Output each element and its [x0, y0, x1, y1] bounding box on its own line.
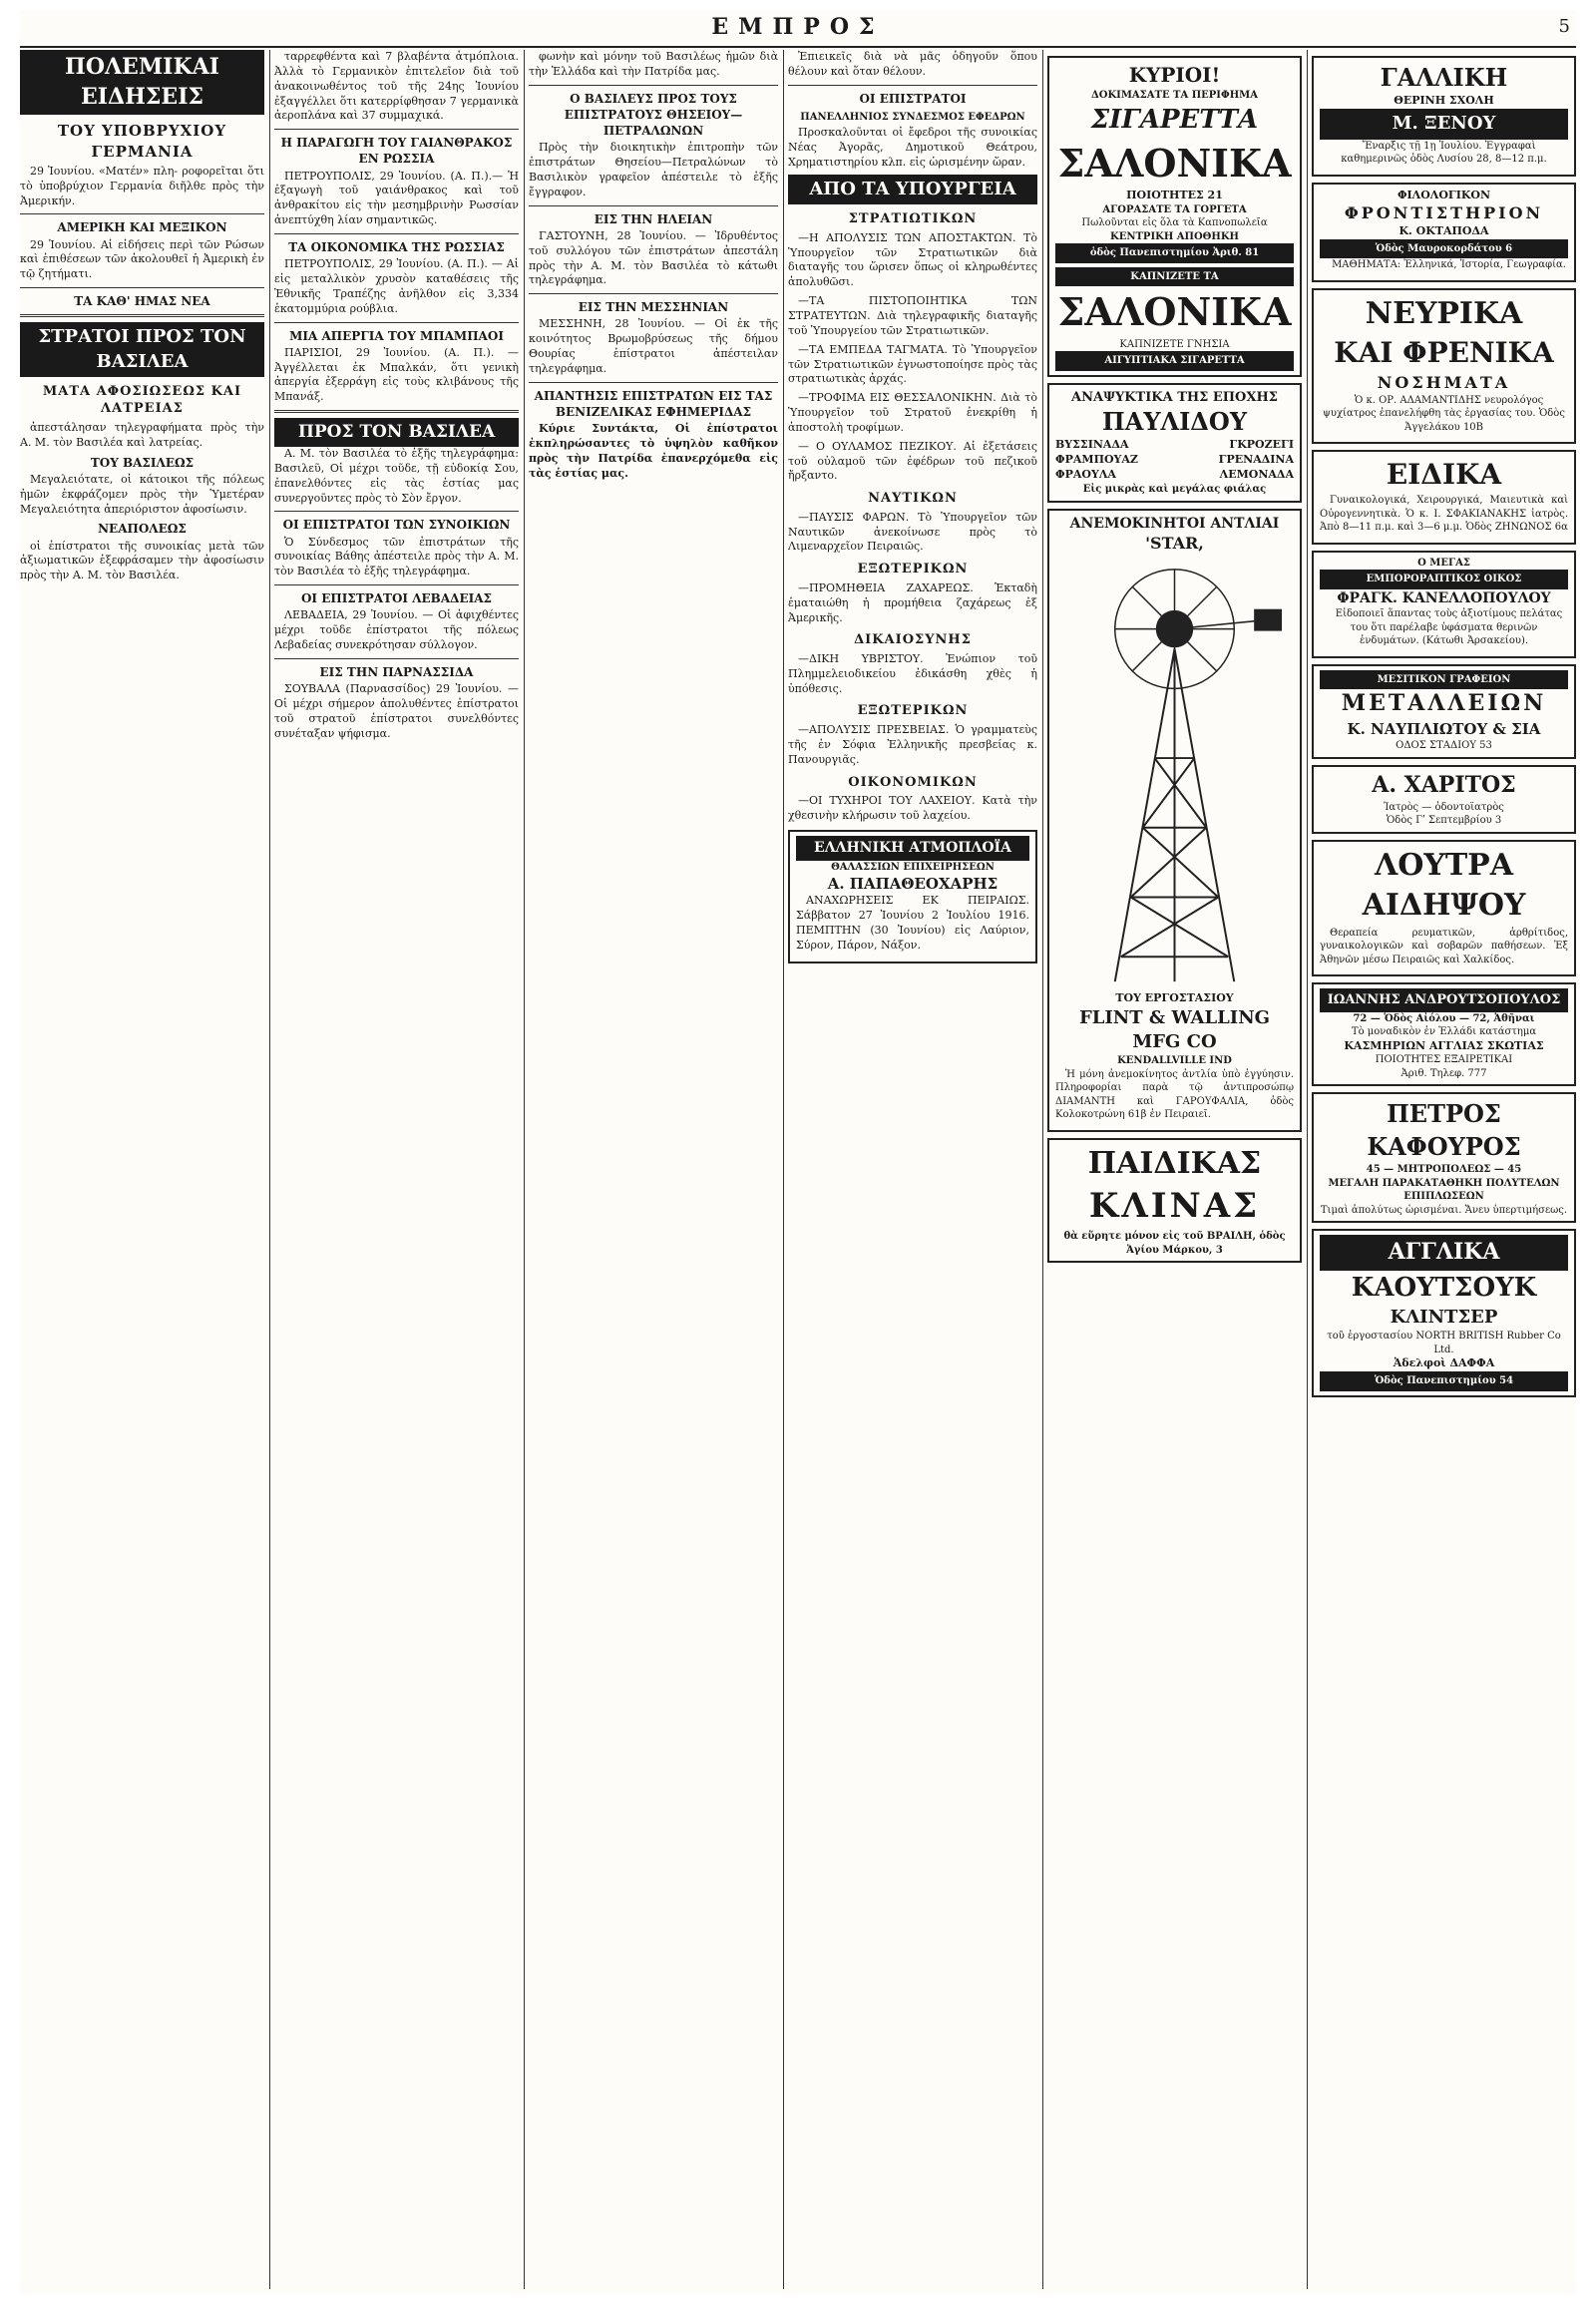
drink-item: ΓΚΡΟΖΕΓΙ: [1229, 438, 1294, 452]
ad-line: Ἀδελφοὶ ΔΑΦΦΑ: [1393, 1356, 1495, 1370]
ad-line: ΑΝΑΨΥΚΤΙΚΑ ΤΗΣ ΕΠΟΧΗΣ: [1071, 389, 1278, 405]
ad-brand: ΝΕΥΡΙΚΑ: [1365, 295, 1523, 331]
mining-office-ad: [1312, 664, 1576, 759]
ad-brand: ΣΑΛΟΝΙΚΑ: [1057, 289, 1292, 335]
article-text: — Ο ΟΥΛΑΜΟΣ ΠΕΖΙΚΟΥ. Αἱ ἐξετάσεις τοῦ οὐλαμοῦ τῶν ἐφέδρων τοῦ πεζικοῦ ἤρξαντο.: [788, 439, 1037, 483]
subheading: ΕΙΣ ΤΗΝ ΠΑΡΝΑΣΣΙΔΑ: [319, 664, 474, 679]
article-text: ΜΕΣΣΗΝΗ, 28 Ἰουνίου. — Οἱ ἐκ τῆς κοινότητος Βρωμοβρύσεως τῆς δήμου Θουρίας ἐπίστρατοι ἀπέστειλαν τηλεγράφημα.: [529, 317, 778, 375]
column-rule: [783, 50, 784, 2289]
article-text: Ὁ Σύνδεσμος τῶν ἐπιστράτων τῆς συνοικίας Βάθης ἀπέστειλε πρὸς τὴν Α. Μ. τὸν Βασιλέα τὸ ἑξῆς τηλεγράφημα.: [274, 535, 519, 578]
ad-line: ΚΥΡΙΟΙ!: [1128, 63, 1221, 87]
column-4: [788, 50, 1037, 2289]
headline-to-king: ΠΡΟΣ ΤΟΝ ΒΑΣΙΛΕΑ: [274, 418, 519, 447]
ad-brand: ΕΙΔΙΚΑ: [1386, 458, 1502, 492]
section-foreign: ΕΞΩΤΕΡΙΚΩΝ: [857, 562, 969, 577]
french-school-ad: [1312, 56, 1576, 177]
article-text: —ΤΑ ΕΜΠΕΔΑ ΤΑΓΜΑΤΑ. Τὸ Ὑπουργεῖον τῶν Στρατιωτικῶν ἐγνωστοποίησε πρὸς τὰς στρατιωτικὰς ἀρχάς.: [788, 342, 1037, 386]
ad-line: ΜΕΣΙΤΙΚΟΝ ΓΡΑΦΕΙΟΝ: [1320, 670, 1568, 690]
ad-line: ΣΙΓΑΡΕΤΤΑ: [1090, 104, 1259, 135]
ad-line: ΚΕΝΤΡΙΚΗ ΑΠΟΘΗΚΗ: [1110, 230, 1239, 242]
neurology-ad: [1312, 288, 1576, 444]
ad-text: Εἰδοποιεῖ ἅπαντας τοὺς ἀξιοτίμους πελάτας του ὅτι παρέλαβε ὑφάσματα θερινῶν ἐνδυμάτων. (Κάτωθι Ἀρσακείου).: [1335, 608, 1563, 647]
ad-name: Α. ΠΑΠΑΘΕΟΧΑΡΗΣ: [827, 875, 998, 894]
ad-brand: ΓΑΛΛΙΚΗ: [1380, 63, 1508, 92]
article-text: 29 Ἰουνίου. Αἱ εἰδήσεις περὶ τῶν Ρώσων καὶ ἐπιθέσεων τῶν ἀκολουθεῖ ἡ Ἀμερικὴ ἐν τῷ ζητήματι.: [20, 237, 264, 281]
ad-text: Γυναικολογικά, Χειρουργικά, Μαιευτικὰ καὶ Οὐρογεννητικὰ. Ὁ κ. Ι. ΣΦΑΚΙΑΝΑΚΗΣ ἰατρὸς. Ἀπὸ 8—11 π.μ. καὶ 3—6 μ.μ. Ὁδὸς ΖΗΝΩΝΟΣ 6α: [1320, 495, 1568, 533]
headline-coal-russia: Η ΠΑΡΑΓΩΓΗ ΤΟΥ ΓΑΙΑΝΘΡΑΚΟΣ ΕΝ ΡΩΣΣΙΑ: [280, 136, 513, 167]
headline-response: ΑΠΑΝΤΗΣΙΣ ΕΠΙΣΤΡΑΤΩΝ ΕΙΣ ΤΑΣ ΒΕΝΙΖΕΛΙΚΑΣ ΕΦΗΜΕΡΙΔΑΣ: [534, 388, 773, 419]
ad-line: 'STAR,: [1145, 534, 1204, 554]
ad-brand: ΙΩΑΝΝΗΣ ΑΝΔΡΟΥΤΣΟΠΟΥΛΟΣ: [1320, 988, 1568, 1012]
ad-line: ΟΔΟΣ ΣΤΑΔΙΟΥ 53: [1396, 740, 1492, 752]
subheading: ΝΕΑΠΟΛΕΩΣ: [98, 522, 187, 537]
ad-line: Πωλοῦνται εἰς ὅλα τὰ Καπνοπωλεῖα: [1081, 217, 1268, 229]
ad-text: ΑΝΑΧΩΡΗΣΕΙΣ ΕΚ ΠΕΙΡΑΙΩΣ. Σάββατον 27 Ἰουνίου 2 Ἰουλίου 1916. ΠΕΜΠΤΗΝ (30 Ἰουνίου) εἰς Λαύριον, Σύρον, Πάρον, Νάξον.: [796, 894, 1029, 952]
ad-brand: ΠΑΥΛΙΔΟΥ: [1102, 407, 1247, 437]
ad-line: θὰ εὕρητε μόνον εἰς τοῦ ΒΡΑΙΛΗ, ὁδὸς Ἁγίου Μάρκου, 3: [1063, 1231, 1286, 1256]
headline-submarine: ΤΟΥ ΥΠΟΒΡΥΧΙΟΥ ΓΕΡΜΑΝΙΑ: [57, 122, 227, 161]
ad-brand: ΑΓΓΛΙΚΑ: [1320, 1235, 1568, 1271]
article-text: Κύριε Συντάκτα, Οἱ ἐπίστρατοι ἐκπληρώσαντες τὸ ὑψηλὸν καθῆκον πρὸς τὴν Πατρίδα ἐπανερχόμεθα εἰς τὰς ἑστίας μας.: [529, 422, 778, 480]
tailor-ad: [1312, 551, 1576, 658]
article-text: ΠΕΤΡΟΥΠΟΛΙΣ, 29 Ἰουνίου. (Α. Π.).— Ἡ ἐξαγωγὴ τοῦ γαιάνθρακος καὶ τοῦ ἀνθρακίτου εἰς τὴν μεσημβρινὴν Ρωσσίαν ἀνεπτύχθη λίαν σημαντικῶς.: [274, 169, 519, 227]
column-2: [274, 50, 519, 2289]
medical-ad: [1312, 450, 1576, 544]
ad-brand: Α. ΧΑΡΙΤΟΣ: [1372, 771, 1516, 798]
section-military: ΣΤΡΑΤΙΩΤΙΚΩΝ: [848, 211, 978, 227]
cigarette-ad: [1047, 56, 1302, 377]
article-text: ΣΟΥΒΑΛΑ (Παρνασσίδος) 29 Ἰουνίου. — Οἱ μέχρι σήμερον ἀπολυθέντες ἐπίστρατοι τοῦ στρατοῦ ἐπίστρατοι συνελθόντες συνέταξαν ψήφισμα.: [274, 682, 519, 740]
ad-line: ΑΙΓΥΠΤΙΑΚΑ ΣΙΓΑΡΕΤΤΑ: [1055, 351, 1294, 371]
article-text: ΠΕΤΡΟΥΠΟΛΙΣ, 29 Ἰουνίου. (Α. Π.). — Αἱ εἰς μεταλλικὸν χρυσὸν καταθέσεις τῆς Ἐθνικῆς Τραπέζης ἀνῆλθον εἰς 3,334 ἑκατομμύρια ρούβλια.: [274, 257, 519, 315]
ad-brand: ΚΛΙΝΑΣ: [1088, 1186, 1261, 1227]
ad-line: Τὸ μοναδικὸν ἐν Ἑλλάδι κατάστημα: [1351, 1026, 1537, 1038]
ad-title: ΕΛΛΗΝΙΚΗ ΑΤΜΟΠΛΟΪΑ: [796, 836, 1029, 861]
article-text: Πρὸς τὴν διοικητικὴν ἐπιτροπὴν τῶν ἐπιστράτων Θησείου—Πετραλώνων τὸ Βασιλικὸν γραφεῖον ἀπέστειλε τὸ ἑξῆς ἔγγραφον.: [529, 141, 778, 198]
newspaper-page: [20, 10, 1576, 2294]
article-text: φωνὴν καὶ μόνην τοῦ Βασιλέως ἡμῶν διὰ τὴν Ἑλλάδα καὶ τὴν Πατρίδα μας.: [529, 50, 778, 78]
dentist-ad: [1312, 765, 1576, 834]
ad-line: ΠΟΙΟΤΗΤΕΣ 21: [1126, 188, 1223, 201]
article-text: 29 Ἰουνίου. «Ματέν» πλη- ροφορεῖται ὅτι τὸ ὑποβρύχιον Γερμανία διῆλθε πρὸς τὴν Ἀμερικήν.: [20, 164, 264, 207]
article-text: —Η ΑΠΟΛΥΣΙΣ ΤΩΝ ΑΠΟΣΤΑΚΤΩΝ. Τὸ Ὑπουργεῖον τῶν Στρατιωτικῶν διὰ διαταγῆς του ὥρισεν ὅπως οἱ κληρωθέντες ἀπολυθῶσι.: [788, 230, 1037, 289]
ad-line: Ὁδὸς Μαυροκορδάτου 6: [1320, 239, 1568, 259]
column-rule: [269, 50, 270, 2289]
ad-brand: FLINT & WALLING MFG CO: [1078, 1006, 1271, 1053]
subheading: ΕΙΣ ΤΗΝ ΗΛΕΙΑΝ: [594, 211, 713, 226]
ad-line: ΚΑΣΜΗΡΙΩΝ ΑΓΓΛΙΑΣ ΣΚΩΤΙΑΣ: [1344, 1038, 1544, 1052]
ad-brand: ΦΡΟΝΤΙΣΤΗΡΙΟΝ: [1344, 203, 1544, 223]
ad-line: ΠΑΙΔΙΚΑΣ: [1087, 1145, 1262, 1181]
article-text: —ΟΙ ΤΥΧΗΡΟΙ ΤΟΥ ΛΑΧΕΙΟΥ. Κατὰ τὴν χθεσινὴν κλήρωσιν τοῦ λαχείου.: [788, 794, 1037, 822]
drink-item: ΒΥΣΣΙΝΑΔΑ: [1055, 438, 1129, 452]
article-text: —ΠΑΥΣΙΣ ΦΑΡΩΝ. Τὸ Ὑπουργεῖον τῶν Ναυτικῶν ἀνεκοίνωσε πρὸς τὸ Λιμεναρχεῖον Πειραιῶς.: [788, 510, 1037, 554]
ad-line: Τιμαὶ ἀπολύτως ὡρισμέναι. Ἄνευ ὑπερτιμήσεως.: [1320, 1204, 1568, 1216]
column-rule: [1042, 50, 1043, 2289]
windpump-ad: [1047, 509, 1302, 1132]
ad-line: ΦΙΛΟΛΟΓΙΚΟΝ: [1396, 188, 1491, 201]
ad-line: ΔΟΚΙΜΑΣΑΤΕ ΤΑ ΠΕΡΙΦΗΜΑ: [1091, 90, 1258, 101]
headline-war-news: ΠΟΛΕΜΙΚΑΙ ΕΙΔΗΣΕΙΣ: [20, 50, 264, 115]
ad-line: 45 — ΜΗΤΡΟΠΟΛΕΩΣ — 45: [1366, 1164, 1522, 1176]
article-text: Μεγαλειότατε, οἱ κάτοικοι τῆς πόλεως ἡμῶν ἐκφράζομεν πρὸς τὴν Ὑμετέραν Μεγαλειότητα ἀπεριόριστον ἀφοσίωσιν.: [20, 472, 264, 516]
ad-line: τοῦ ἐργοστασίου NORTH BRITISH Rubber Co Ltd.: [1327, 1331, 1561, 1355]
article-text: Α. Μ. τὸν Βασιλέα τὸ ἑξῆς τηλεγράφημα: Βασιλεῦ, Οἱ μέχρι τοῦδε, τῇ εὐδοκίᾳ Σου, ἐπανελθόντες εἰς τὰς ἑστίας μας συνεργοῦντες πρὸς τὸ Σὸν ἔργον.: [274, 447, 519, 505]
ad-line: KENDALLVILLE IND: [1117, 1055, 1232, 1067]
article-text: ἀπεστάλησαν τηλεγραφήματα πρὸς τὴν Α. Μ. τὸν Βασιλέα καὶ λατρείας.: [20, 421, 264, 449]
drink-item: ΦΡΑΟΥΛΑ: [1055, 468, 1116, 482]
article-text: —ΠΡΟΜΗΘΕΙΑ ΖΑΧΑΡΕΩΣ. Ἑκταδὴ ἐματαιώθη ἡ προμήθεια ζαχάρεως ἐξ Ἀμερικῆς.: [788, 580, 1037, 624]
ad-text: Ὁ κ. ΟΡ. ΑΔΑΜΑΝΤΙΔΗΣ νευρολόγος ψυχίατρος ἐπανελήφθη τὰς ἐργασίας του. Ὁδὸς Ἀγγελάκου 10Β: [1323, 394, 1565, 433]
ad-subtitle: ΘΑΛΑΣΣΙΩΝ ΕΠΙΧΕΙΡΗΣΕΩΝ: [831, 861, 995, 873]
ad-line: Ἀριθ. Τηλεφ. 777: [1400, 1067, 1487, 1079]
beds-ad: [1047, 1138, 1302, 1263]
subheading: ΤΟΥ ΒΑΣΙΛΕΩΣ: [90, 455, 195, 470]
ad-line: ΘΕΡΙΝΗ ΣΧΟΛΗ: [1394, 94, 1494, 108]
ad-brand: ΠΕΤΡΟΣ ΚΑΦΟΥΡΟΣ: [1367, 1099, 1521, 1161]
ad-line: Κ. ΟΚΤΑΠΟΔΑ: [1398, 223, 1489, 237]
ad-text: Ἡ μόνη ἀνεμοκίνητος ἀντλία ὑπὸ ἐγγύησιν. Πληροφορίαι παρὰ τῷ ἀντιπροσώπῳ ΔΙΑΜΑΝΤΗ καὶ ΓΑΡΟΥΦΑΛΙΑ, ὁδὸς Κολοκοτρώνη 61β ἐν Πειραιεῖ.: [1055, 1068, 1294, 1121]
ad-line: Ὁδὸς Γʹ Σεπτεμβρίου 3: [1386, 815, 1502, 827]
article-text: —ΑΠΟΛΥΣΙΣ ΠΡΕΣΒΕΙΑΣ. Ὁ γραμματεὺς τῆς ἐν Σόφια Ἑλληνικῆς πρεσβείας κ. Πανουργιᾶς.: [788, 723, 1037, 766]
headline-strike: ΜΙΑ ΑΠΕΡΓΙΑ ΤΟΥ ΜΠΑΜΠΑΟΙ: [289, 328, 504, 343]
headline-russia-finance: ΤΑ ΟΙΚΟΝΟΜΙΚΑ ΤΗΣ ΡΩΣΣΙΑΣ: [288, 239, 505, 254]
column-rule: [1307, 50, 1308, 2289]
windmill-illustration: [1055, 559, 1294, 987]
ad-text: Ἔναρξις τῇ 1ῃ Ἰουλίου. Ἐγγραφαὶ καθημερινῶς ὁδὸς Λυσίου 28, 8—12 π.μ.: [1341, 140, 1547, 166]
column-rule: [524, 50, 525, 2289]
headline-devotion: ΜΑΤΑ ΑΦΟΣΙΩΣΕΩΣ ΚΑΙ ΛΑΤΡΕΙΑΣ: [42, 383, 242, 417]
article-text: —ΔΙΚΗ ΥΒΡΙΣΤΟΥ. Ἐνώπιον τοῦ Πλημμελειοδικείου ἐδικάσθη χθὲς ἡ ὑπόθεσις.: [788, 651, 1037, 695]
ad-line: Ο ΜΕΓΑΣ: [1417, 557, 1470, 569]
ad-line: ΚΛΙΝΤΣΕΡ: [1390, 1306, 1498, 1328]
ad-text: ΜΑΘΗΜΑΤΑ: Ἑλληνικά, Ἱστορία, Γεωγραφία.: [1332, 259, 1566, 271]
shipping-ad: [788, 830, 1037, 963]
subheading: ΟΙ ΕΠΙΣΤΡΑΤΟΙ ΛΕΒΑΔΕΙΑΣ: [300, 591, 493, 606]
drink-item: ΦΡΑΜΠΟΥΑΖ: [1055, 453, 1138, 467]
section-justice: ΔΙΚΑΙΟΣΥΝΗΣ: [854, 632, 972, 648]
ad-line: Ὁδὸς Πανεπιστημίου 54: [1320, 1371, 1568, 1391]
ad-line: Ἰατρὸς — ὀδοντοϊατρὸς: [1384, 801, 1504, 813]
headline-reservists-king: ΣΤΡΑΤΟΙ ΠΡΟΣ ΤΟΝ ΒΑΣΙΛΕΑ: [20, 322, 264, 377]
ad-line: ΜΕΓΑΛΗ ΠΑΡΑΚΑΤΑΘΗΚΗ ΠΟΛΥΤΕΛΩΝ ΕΠΙΠΛΩΣΕΩΝ: [1328, 1177, 1560, 1203]
ad-brand: ΣΑΛΟΝΙΚΑ: [1057, 140, 1292, 186]
column-1: [20, 50, 264, 2289]
newspaper-title: ΕΜΠΡΟΣ: [711, 14, 885, 40]
column-6: [1312, 50, 1576, 2289]
ad-line: ΤΟΥ ΕΡΓΟΣΤΑΣΙΟΥ: [1115, 990, 1234, 1004]
ad-line: ΚΑΠΝΙΖΕΤΕ ΓΝΗΣΙΑ: [1119, 338, 1230, 350]
subheading: ΟΙ ΕΠΙΣΤΡΑΤΟΙ: [859, 91, 967, 106]
ad-line: ΑΓΟΡΑΣΑΤΕ ΤΑ ΓΟΡΓΕΤΑ: [1102, 203, 1247, 215]
ad-line: ΕΜΠΟΡΟΡΑΠΤΙΚΟΣ ΟΙΚΟΣ: [1320, 570, 1568, 589]
headline-america-mexico: ΑΜΕΡΙΚΗ ΚΑΙ ΜΕΞΙΚΟΝ: [57, 220, 227, 235]
subheading: ΕΙΣ ΤΗΝ ΜΕΣΣΗΝΙΑΝ: [578, 300, 729, 315]
ad-line: ὁδὸς Πανεπιστημίου Ἀριθ. 81: [1055, 243, 1294, 263]
drinks-ad: [1047, 383, 1302, 503]
headline-king-reservists: Ο ΒΑΣΙΛΕΥΣ ΠΡΟΣ ΤΟΥΣ ΕΠΙΣΤΡΑΤΟΥΣ ΘΗΣΕΙΟΥ—ΠΕΤΡΑΛΩΝΩΝ: [564, 91, 743, 139]
article-text: —ΤΑ ΠΙΣΤΟΠΟΙΗΤΙΚΑ ΤΩΝ ΣΤΡΑΤΕΥΤΩΝ. Διὰ τηλεγραφικῆς διαταγῆς τοῦ Ὑπουργείου τῶν Στρατιωτικῶν.: [788, 294, 1037, 337]
article-text: ταρρεφθέντα καὶ 7 βλαβέντα ἀτμόπλοια. Ἀλλὰ τὸ Γερμανικὸν ἐπιτελεῖον διὰ τοῦ ἀνακοινωθέντος τοῦ τῆς 24ης Ἰουνίου ἐξαγγέλλει ὅτι κατερρίφθησαν 7 γερμανικὰ ἀεροπλάνα καὶ 37 συμμαχικά.: [274, 50, 519, 123]
section-economic: ΟΙΚΟΝΟΜΙΚΩΝ: [848, 774, 978, 790]
ad-line: Κ. ΝΑΥΠΛΙΩΤΟΥ & ΣΙΑ: [1347, 720, 1541, 739]
cashmere-ad: [1312, 982, 1576, 1086]
article-text: ΓΑΣΤΟΥΝΗ, 28 Ἰουνίου. — Ἰδρυθέντος τοῦ συλλόγου τῶν ἐπιστράτων ἀπεστάλη πρὸς τὴν Α. Μ. τὸν Βασιλέα τὸ κάτωθι τηλεγράφημα.: [529, 228, 778, 287]
article-text: Προσκαλοῦνται οἱ ἔφεδροι τῆς συνοικίας Νέας Ἀγορᾶς, Δημοτικοῦ Θεάτρου, Χρηματιστηρίου κλπ. εἰς ὡρισμένην ὥραν.: [788, 126, 1037, 170]
subheading: ΠΑΝΕΛΛΗΝΙΟΣ ΣΥΝΔΕΣΜΟΣ ΕΦΕΔΡΩΝ: [800, 111, 1025, 123]
column-3: [529, 50, 778, 2289]
ad-line: 72 — Ὁδὸς Αἰόλου — 72, Ἀθῆναι: [1353, 1012, 1535, 1024]
ad-line: Μ. ΞΕΝΟΥ: [1320, 109, 1568, 139]
rubber-ad: [1312, 1229, 1576, 1396]
article-text: ΛΕΒΑΔΕΙΑ, 29 Ἰουνίου. — Οἱ ἀφιχθέντες μέχρι τοῦδε ἐπίστρατοι τῆς πόλεως Λεβαδείας συνεκρότησαν σύλλογον.: [274, 608, 519, 651]
headline-ministries: ΑΠΟ ΤΑ ΥΠΟΥΡΓΕΙΑ: [788, 175, 1037, 204]
ad-brand: ΛΟΥΤΡΑ ΑΙΔΗΨΟΥ: [1362, 847, 1526, 924]
ad-brand: ΚΑΟΥΤΣΟΥΚ: [1351, 1272, 1537, 1303]
ad-brand: ΚΑΙ ΦΡΕΝΙΚΑ: [1334, 336, 1554, 370]
article-text: οἱ ἐπίστρατοι τῆς συνοικίας μετὰ τῶν ἀξιωματικῶν ἐξεφράσαμεν τὴν ἀφοσίωσιν πρὸς τὴν Α. Μ. τὸν Βασιλέα.: [20, 539, 264, 582]
ad-line: ΠΟΙΟΤΗΤΕΣ ΕΞΑΙΡΕΤΙΚΑΙ: [1375, 1054, 1513, 1066]
ad-line: ΑΝΕΜΟΚΙΝΗΤΟΙ ΑΝΤΛΙΑΙ: [1069, 515, 1280, 532]
drink-item: ΓΡΕΝΑΔΙΝΑ: [1218, 453, 1294, 467]
windmill-icon: [1055, 559, 1294, 987]
ad-line: Εἰς μικρὰς καὶ μεγάλας φιάλας: [1082, 484, 1267, 495]
section-foreign: ΕΞΩΤΕΡΙΚΩΝ: [857, 703, 969, 719]
ad-line: ΝΟΣΗΜΑΤΑ: [1377, 373, 1511, 393]
ad-brand: ΦΡΑΓΚ. ΚΑΝΕΛΛΟΠΟΥΛΟΥ: [1337, 589, 1551, 606]
baths-ad: [1312, 840, 1576, 977]
tutoring-ad: [1312, 183, 1576, 282]
ad-text: Θεραπεία ρευματικῶν, ἀρθρίτιδος, γυναικολογικῶν καὶ σοβαρῶν παθήσεων. Ἐξ Ἀθηνῶν μέσω Πειραιῶς καὶ Χαλκίδος.: [1320, 927, 1568, 965]
headline-local-news: ΤΑ ΚΑΘ' ΗΜΑΣ ΝΕΑ: [74, 294, 210, 309]
article-text: ΠΑΡΙΣΙΟΙ, 29 Ἰουνίου. (Α. Π.). — Ἀγγέλλεται ἐκ Μπαλκάν, ὅτι γενικὴ ἀπεργία ἐξερράγη εἰς τοὺς κλιβάνους τῆς Μπανάξ.: [274, 345, 519, 404]
masthead: [20, 10, 1576, 48]
section-naval: ΝΑΥΤΙΚΩΝ: [868, 491, 958, 507]
article-text: —ΤΡΟΦΙΜΑ ΕΙΣ ΘΕΣΣΑΛΟΝΙΚΗΝ. Διὰ τὸ Ὑπουργεῖον τοῦ Στρατοῦ ἐνεκρίθη ἡ ἀποστολὴ τροφίμων.: [788, 391, 1037, 434]
ad-line: ΚΑΠΝΙΖΕΤΕ ΤΑ: [1055, 267, 1294, 287]
drink-item: ΛΕΜΟΝΑΔΑ: [1219, 468, 1294, 482]
page-number: 5: [1558, 16, 1570, 37]
subheading: ΟΙ ΕΠΙΣΤΡΑΤΟΙ ΤΩΝ ΣΥΝΟΙΚΙΩΝ: [282, 518, 511, 533]
column-5: [1047, 50, 1302, 2289]
article-text: Ἐπιεικεῖς διὰ νὰ μᾶς ὁδηγοῦν ὅπου θέλουν καὶ ὅταν θέλουν.: [788, 50, 1037, 78]
ad-brand: ΜΕΤΑΛΛΕΙΩΝ: [1341, 690, 1547, 717]
furniture-ad: [1312, 1092, 1576, 1223]
